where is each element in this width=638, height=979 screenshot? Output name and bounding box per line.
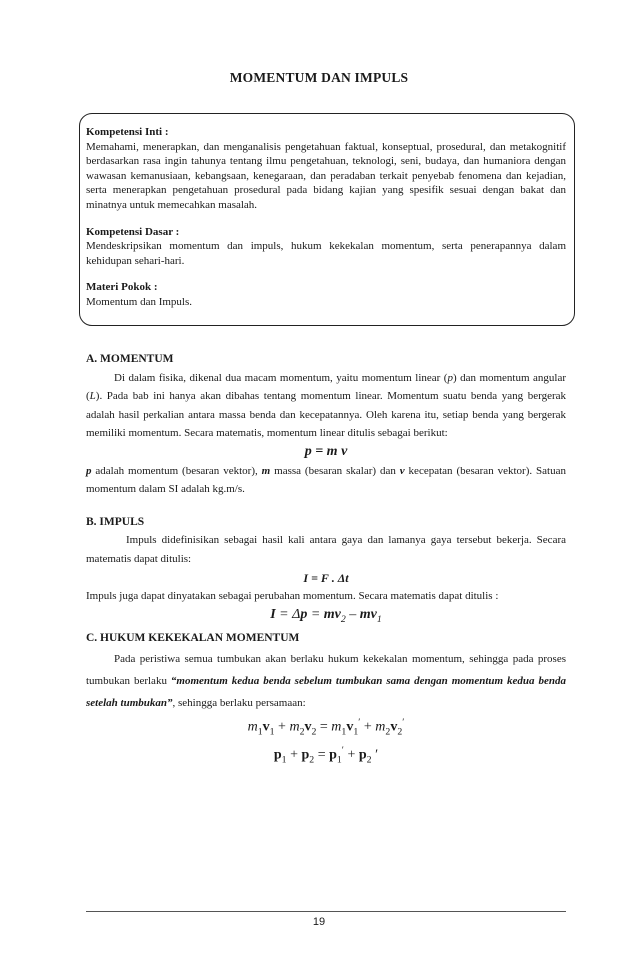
- section-c-title: C. HUKUM KEKEKALAN MOMENTUM: [86, 632, 300, 645]
- footer-rule: [86, 911, 566, 912]
- section-c-paragraph: Pada peristiwa semua tumbukan akan berlaku hukum kekekalan momentum, sehingga pada proses tumbukan berlaku “momentum kedua benda sebelum tumbukan sama dengan momentum kedua benda setelah tumbukan”, sehingga berlaku persamaan:: [86, 652, 566, 709]
- momentum-formula: p = m v: [304, 443, 348, 459]
- section-a-definition: p adalah momentum (besaran vektor), m massa (besaran skalar) dan v kecepatan (besaran vektor). Satuan momentum dalam SI adalah kg.m/s.: [86, 464, 566, 496]
- competency-content: [86, 125, 566, 310]
- conservation-formula-momentum: $p_1 + p_2 = p_1' + p_2$ ′: [273, 744, 379, 766]
- kd-text: Mendeskripsikan momentum dan impuls, hukum kekekalan momentum, serta penerapannya dalam kehidupan sehari-hari.: [86, 240, 566, 267]
- impulse-formula: I = F . Δt: [303, 570, 349, 585]
- page-title: MOMENTUM DAN IMPULS: [229, 70, 409, 85]
- mp-heading: Materi Pokok :: [86, 281, 158, 294]
- section-b-paragraph-2: Impuls juga dapat dinyatakan sebagai perubahan momentum. Secara matematis dapat ditulis :: [86, 590, 499, 603]
- ki-text: Memahami, menerapkan, dan menganalisis pengetahuan faktual, konseptual, prosedural, dan metakognitif berdasarkan rasa ingin tahunya tentang ilmu pengetahuan, teknologi, seni, budaya, dan humaniora dengan wawasan kemanusiaan, kebangsaan, kenegaraan, dan peradaban terkait penyebab fenomena dan kejadian, serta menerapkan pengetahuan prosedural pada bidang kajian yang spesifik sesuai dengan bakat dan minatnya untuk memecahkan masalah.: [86, 140, 566, 211]
- section-b-title: B. IMPULS: [86, 515, 145, 528]
- conservation-formula-velocity: $m_1v_1 + m_2v_2 = m_1v_1' + m_2v_2'$: [247, 716, 405, 738]
- page-number: 19: [312, 916, 326, 928]
- impulse-momentum-formula: $I = \Delta p = mv_2 - mv_1$: [270, 606, 382, 625]
- section-a-paragraph: Di dalam fisika, dikenal dua macam momentum, yaitu momentum linear (p) dan momentum angular (L). Pada bab ini hanya akan dibahas tentang momentum linear. Momentum suatu benda yang bergerak adalah hasil perkalian antara massa benda dan kecepatannya. Oleh karena itu, setiap benda yang bergerak memiliki momentum. Secara matematis, momentum linear ditulis sebagai berikut:: [86, 371, 566, 440]
- section-b-paragraph: Impuls didefinisikan sebagai hasil kali antara gaya dan lamanya gaya tersebut bekerja. Secara matematis dapat ditulis:: [86, 534, 566, 565]
- section-a-title: A. MOMENTUM: [86, 353, 174, 365]
- main-content: [86, 350, 566, 770]
- kd-heading: Kompetensi Dasar :: [86, 225, 180, 238]
- ki-heading: Kompetensi Inti :: [86, 126, 169, 138]
- mp-text: Momentum dan Impuls.: [86, 295, 193, 308]
